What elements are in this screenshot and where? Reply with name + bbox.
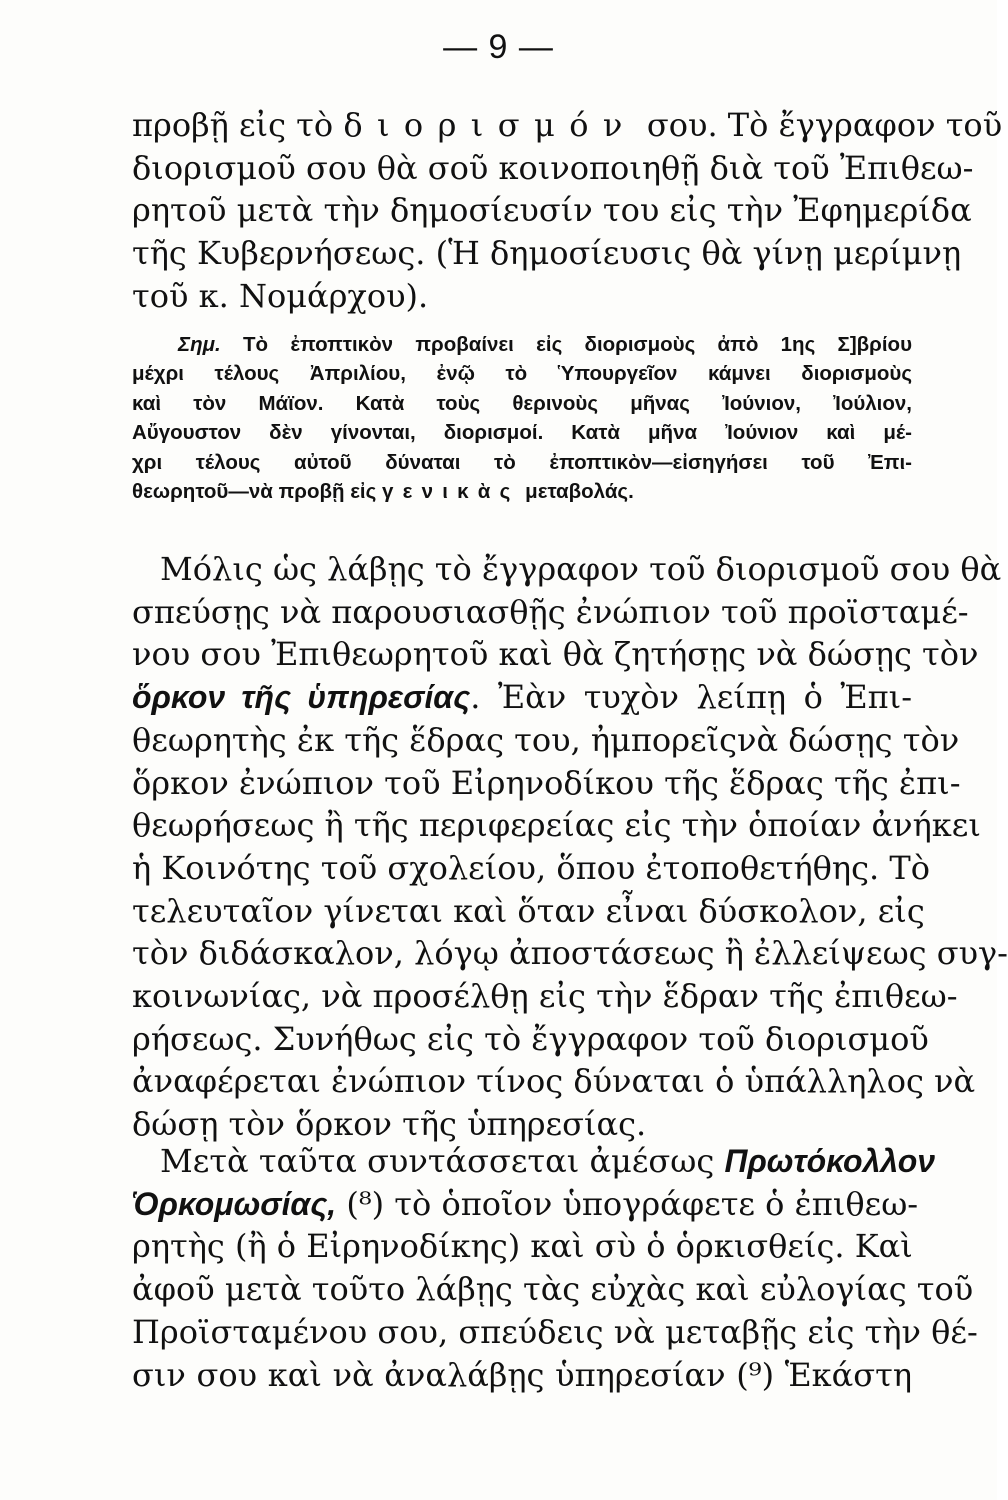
text-line: Προϊσταμένου σου, σπεύδεις νὰ μεταβῇς εἰς τὴν θέ-	[132, 1312, 978, 1351]
text-line: ὅρκον τῆς ὑπηρεσίας. Ἐὰν τυχὸν λείπῃ ὁ Ἐπι-	[132, 678, 913, 717]
page-number: — 9 —	[443, 28, 554, 66]
spaced-emphasis: διορισμόν	[343, 106, 637, 144]
text-line: προβῇ εἰς τὸ διορισμόν σου. Τὸ ἔγγραφον τοῦ	[132, 106, 1003, 144]
text-line: ἡ Κοινότης τοῦ σχολείου, ὅπου ἐτοποθετήθης. Τὸ	[132, 848, 930, 887]
text-line: ὅρκον ἐνώπιον τοῦ Εἰρηνοδίκου τῆς ἕδρας τῆς ἐπι-	[132, 763, 961, 802]
text-line: κοινωνίας, νὰ προσέλθῃ εἰς τὴν ἕδραν τῆς ἐπιθεω-	[132, 977, 958, 1016]
paragraph-3	[132, 1140, 978, 1396]
text-line: δώσῃ τὸν ὅρκον τῆς ὑπηρεσίας.	[132, 1105, 647, 1144]
text-line: ἀναφέρεται ἐνώπιον τίνος δύναται ὁ ὑπάλληλος νὰ	[132, 1062, 976, 1101]
text-line: διορισμοῦ σου θὰ σοῦ κοινοποιηθῇ διὰ τοῦ Ἐπιθεω-	[132, 148, 974, 187]
text-line: θεωρητὴς ἐκ τῆς ἕδρας του, ἠμπορεῖςνὰ δώσῃς τὸν	[132, 720, 960, 759]
text-line: τὸν διδάσκαλον, λόγῳ ἀποστάσεως ἢ ἐλλείψεως συγ-	[132, 934, 1008, 973]
note-line: Αὔγουστον δὲν γίνονται, διορισμοί. Κατὰ μῆνα Ἰούνιον καὶ μέ-	[132, 421, 912, 445]
note-block	[132, 330, 912, 506]
text-line: Μετὰ ταῦτα συντάσσεται ἀμέσως Πρωτόκολλον	[160, 1142, 936, 1180]
spaced-emphasis: γενικὰς	[381, 480, 520, 504]
text-line: ρητοῦ μετὰ τὴν δημοσίευσίν του εἰς τὴν Ἐφημερίδα	[132, 191, 972, 230]
text-line: ρητὴς (ἢ ὁ Εἰρηνοδίκης) καὶ σὺ ὁ ὁρκισθείς. Καὶ	[132, 1227, 913, 1266]
text-line: θεωρήσεως ἢ τῆς περιφερείας εἰς τὴν ὁποίαν ἀνήκει	[132, 806, 981, 845]
oath-protocol-emphasis: Ὁρκομωσίας,	[132, 1185, 337, 1222]
paragraph-1	[132, 104, 1003, 318]
note-line: θεωρητοῦ—νὰ προβῇ εἰς γενικὰς μεταβολάς.	[132, 480, 634, 504]
note-label: Σημ.	[178, 333, 221, 356]
text-line: Μόλις ὡς λάβῃς τὸ ἔγγραφον τοῦ διορισμοῦ σου θὰ	[160, 550, 1002, 588]
text-line: σιν σου καὶ νὰ ἀναλάβῃς ὑπηρεσίαν (⁹) Ἑκάστη	[132, 1355, 912, 1394]
paragraph-2	[132, 548, 1008, 1146]
text-line: νου σου Ἐπιθεωρητοῦ καὶ θὰ ζητήσῃς νὰ δώσῃς τὸν	[132, 635, 979, 674]
text-line: ἀφοῦ μετὰ τοῦτο λάβῃς τὰς εὐχὰς καὶ εὐλογίας τοῦ	[132, 1270, 974, 1309]
note-line: χρι τέλους αὐτοῦ δύναται τὸ ἐποπτικὸν—εἰσηγήσει τοῦ Ἐπι-	[132, 450, 912, 474]
text-line: τοῦ κ. Νομάρχου).	[132, 276, 429, 315]
text-line: σπεύσῃς νὰ παρουσιασθῇς ἐνώπιον τοῦ προϊσταμέ-	[132, 592, 969, 631]
text-line: τελευταῖον γίνεται καὶ ὅταν εἶναι δύσκολον, εἰς	[132, 891, 925, 930]
protocol-emphasis: Πρωτόκολλον	[724, 1143, 936, 1179]
text-line: Ὁρκομωσίας, (⁸) τὸ ὁποῖον ὑπογράφετε ὁ ἐπιθεω-	[132, 1184, 919, 1223]
note-line: μέχρι τέλους Ἀπριλίου, ἐνῷ τὸ Ὑπουργεῖον κάμνει διορισμοὺς	[132, 362, 912, 386]
text-line: ρήσεως. Συνήθως εἰς τὸ ἔγγραφον τοῦ διορισμοῦ	[132, 1019, 929, 1058]
text-line: τῆς Κυβερνήσεως. (Ἡ δημοσίευσις θὰ γίνῃ μερίμνῃ	[132, 234, 962, 273]
oath-emphasis: ὅρκον τῆς ὑπηρεσίας	[132, 679, 471, 716]
note-line: Σημ. Τὸ ἐποπτικὸν προβαίνει εἰς διορισμοὺς ἀπὸ 1ης Σ]βρίου	[132, 330, 912, 359]
note-line: καὶ τὸν Μάϊον. Κατὰ τοὺς θερινοὺς μῆνας Ἰούνιον, Ἰούλιον,	[132, 391, 912, 415]
